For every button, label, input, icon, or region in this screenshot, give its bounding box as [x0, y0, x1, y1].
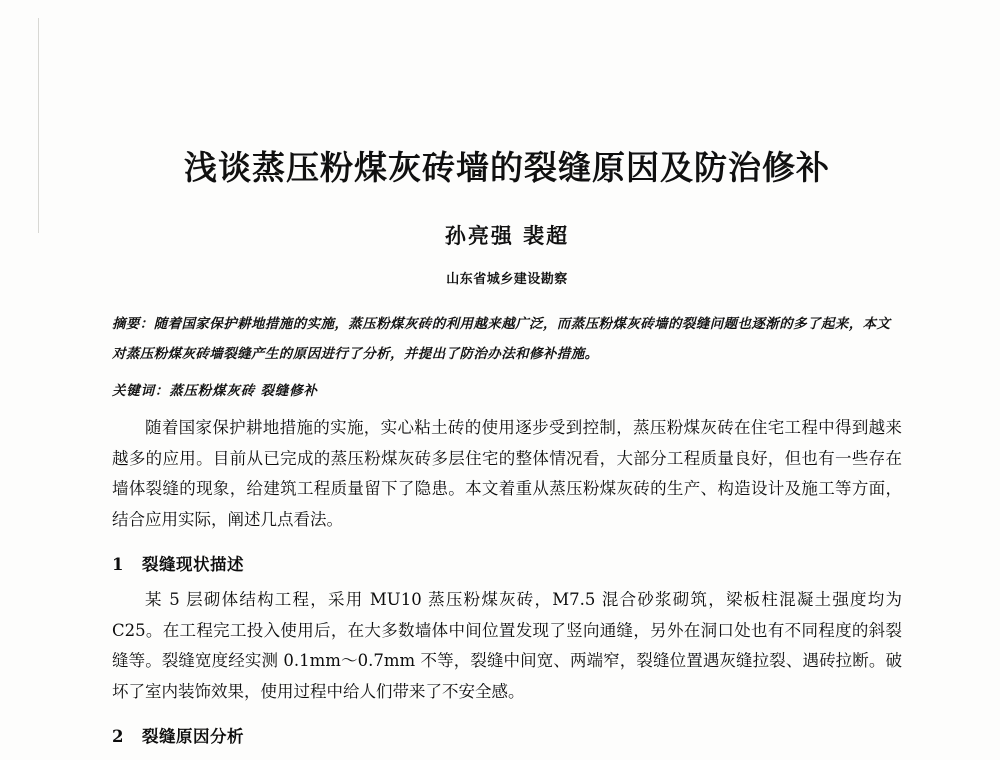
- document-content: [112, 0, 902, 747]
- section-title-2: 裂缝原因分析: [142, 727, 244, 747]
- keywords-text: 蒸压粉煤灰砖 裂缝修补: [169, 383, 318, 400]
- author-list: 孙亮强 裴超: [444, 222, 570, 248]
- keywords-block: [112, 379, 902, 399]
- section-heading-1: [112, 551, 902, 575]
- section-body-text-1: 某 5 层砌体结构工程，采用 MU10 蒸压粉煤灰砖，M7.5 混合砂浆砌筑，梁板柱混凝土强度均为 C25。在工程完工投入使用后，在大多数墙体中间位置发现了竖向通缝，另外在洞口处也有不同程度的斜裂缝等。裂缝宽度经实测 0.1mm～0.7mm 不等，裂缝中间宽、两端窄，裂缝位置遇灰缝拉裂、遇砖拉断。破坏了室内装饰效果，使用过程中给人们带来了不安全感。: [112, 590, 902, 701]
- scan-artifact-line: [38, 18, 39, 233]
- section-body-1: [112, 585, 902, 707]
- section-heading-2: [112, 723, 902, 747]
- section-number-1: 1: [112, 555, 124, 575]
- abstract-block: [112, 309, 902, 370]
- keywords-label: 关键词：: [112, 383, 170, 400]
- abstract-text: 随着国家保护耕地措施的实施，蒸压粉煤灰砖的利用越来越广泛，而蒸压粉煤灰砖墙的裂缝问题也逐渐的多了起来，本文对蒸压粉煤灰砖墙裂缝产生的原因进行了分析，并提出了防治办法和修补措施。: [112, 315, 891, 362]
- abstract-label: 摘要：: [112, 315, 154, 332]
- section-title-1: 裂缝现状描述: [142, 555, 244, 575]
- page-title: 浅谈蒸压粉煤灰砖墙的裂缝原因及防治修补: [184, 148, 830, 187]
- affiliation: 山东省城乡建设勘察: [446, 271, 568, 287]
- section-number-2: 2: [112, 727, 124, 747]
- intro-paragraph: 随着国家保护耕地措施的实施，实心粘土砖的使用逐步受到控制，蒸压粉煤灰砖在住宅工程中得到越来越多的应用。目前从已完成的蒸压粉煤灰砖多层住宅的整体情况看，大部分工程质量良好，但也有一些存在墙体裂缝的现象，给建筑工程质量留下了隐患。本文着重从蒸压粉煤灰砖的生产、构造设计及施工等方面，结合应用实际，阐述几点看法。: [112, 418, 902, 529]
